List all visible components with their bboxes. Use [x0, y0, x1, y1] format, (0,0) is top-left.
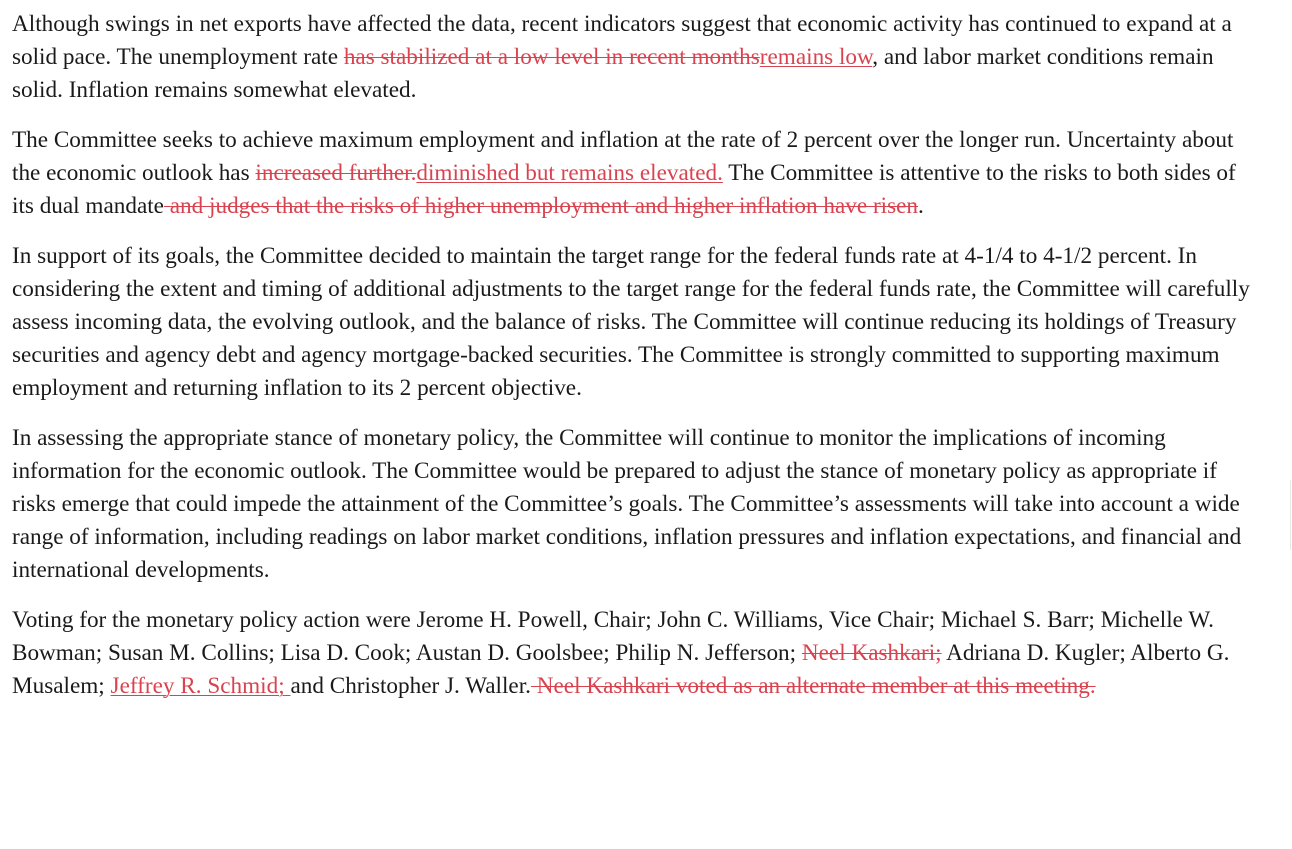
page-edge-divider: [1290, 480, 1291, 550]
deleted-text: increased further.: [255, 160, 417, 186]
inserted-text: Jeffrey R. Schmid;: [110, 673, 291, 699]
paragraph-economic-activity: [12, 8, 1252, 107]
text-segment: Adriana D. Kugler; Alberto G. Musalem;: [12, 640, 1230, 699]
text-segment: Voting for the monetary policy action were Jerome H. Powell, Chair; John C. Williams, Vice Chair; Michael S. Barr; Michelle W. Bowman; Susan M. Collins; Lisa D. Cook; Austan D. Goolsbee; Philip N. Jefferson;: [12, 607, 1214, 666]
text-segment: The Committee seeks to achieve maximum employment and inflation at the rate of 2 percent over the longer run. Uncertainty about the economic outlook has: [12, 127, 1234, 186]
text-segment: Although swings in net exports have affected the data, recent indicators suggest that economic activity has continued to expand at a solid pace. The unemployment rate: [12, 11, 1232, 70]
text-segment: In assessing the appropriate stance of monetary policy, the Committee will continue to monitor the implications of incoming information for the economic outlook. The Committee would be prepared to adjust the stance of monetary policy as appropriate if risks emerge that could impede the attainment of the Committee’s goals. The Committee’s assessments will take into account a wide range of information, including readings on labor market conditions, inflation pressures and inflation expectations, and financial and international developments.: [12, 425, 1242, 583]
document-body: [12, 8, 1252, 720]
paragraph-committee-goals: [12, 124, 1252, 223]
deleted-text: has stabilized at a low level in recent months: [343, 44, 760, 70]
paragraph-policy-stance: [12, 422, 1252, 587]
deleted-text: and judges that the risks of higher unemployment and higher inflation have risen: [163, 193, 919, 219]
text-segment: and Christopher J. Waller.: [290, 673, 531, 699]
text-segment: .: [918, 193, 924, 219]
paragraph-policy-decision: [12, 240, 1252, 405]
inserted-text: diminished but remains elevated.: [416, 160, 723, 186]
inserted-text: remains low: [759, 44, 873, 70]
text-segment: In support of its goals, the Committee decided to maintain the target range for the federal funds rate at 4-1/4 to 4-1/2 percent. In considering the extent and timing of additional adjustments to the target range for the federal funds rate, the Committee will carefully assess incoming data, the evolving outlook, and the balance of risks. The Committee will continue reducing its holdings of Treasury securities and agency debt and agency mortgage-backed securities. The Committee is strongly committed to supporting maximum employment and returning inflation to its 2 percent objective.: [12, 243, 1250, 401]
deleted-text: Neel Kashkari;: [801, 640, 942, 666]
deleted-text: Neel Kashkari voted as an alternate member at this meeting.: [530, 673, 1096, 699]
paragraph-voting: [12, 604, 1252, 703]
text-segment: The Committee is attentive to the risks to both sides of its dual mandate: [12, 160, 1236, 219]
text-segment: , and labor market conditions remain solid. Inflation remains somewhat elevated.: [12, 44, 1214, 103]
